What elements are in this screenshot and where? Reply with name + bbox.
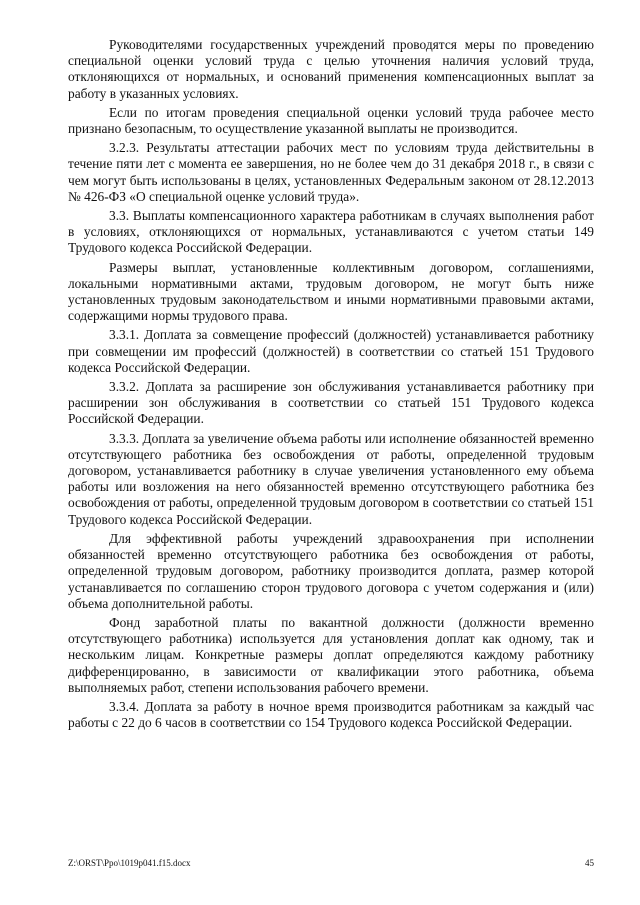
footer-page-number: 45	[585, 858, 594, 868]
paragraph-vacancy-fund: Фонд заработной платы по вакантной должности (должности временно отсутствующего работника) используется для установления доплат как одному, так и нескольким лицам. Конкретные размеры доплат определяются каждому работнику дифференцированно, в зависимости от квалификации этого работника, объема выполняемых работ, степени использования рабочего времени.	[68, 614, 594, 695]
paragraph-3-3: 3.3. Выплаты компенсационного характера работникам в случаях выполнения работ в условиях, отклоняющихся от нормальных, устанавливаются с учетом статьи 149 Трудового кодекса Российской Федерации.	[68, 208, 594, 256]
paragraph-safe-workplace: Если по итогам проведения специальной оценки условий труда рабочее место признано безопасным, то осуществление указанной выплаты не производится.	[68, 104, 594, 137]
paragraph-special-assessment-measures: Руководителями государственных учреждений проводятся меры по проведению специальной оценки условий труда с целью уточнения наличия условий труда, отклоняющихся от нормальных, и оснований применения компенсационных выплат за работу в указанных условиях.	[68, 37, 594, 101]
paragraph-3-3-2: 3.3.2. Доплата за расширение зон обслуживания устанавливается работнику при расширении зон обслуживания в соответствии со статьей 151 Трудового кодекса Российской Федерации.	[68, 379, 594, 427]
paragraph-3-2-3: 3.2.3. Результаты аттестации рабочих мест по условиям труда действительны в течение пяти лет с момента ее завершения, но не более чем до 31 декабря 2018 г., в связи с чем могут быть использованы в целях, установленных Федеральным законом от 28.12.2013 № 426-ФЗ «О специальной оценке условий труда».	[68, 140, 594, 204]
paragraph-payment-sizes: Размеры выплат, установленные коллективным договором, соглашениями, локальными нормативными актами, трудовым договором, не могут быть ниже установленных трудовым законодательством и иными нормативными правовыми актами, содержащими нормы трудового права.	[68, 259, 594, 324]
document-body	[68, 37, 594, 731]
paragraph-3-3-3: 3.3.3. Доплата за увеличение объема работы или исполнение обязанностей временно отсутствующего работника без освобождения от работы, определенной трудовым договором, устанавливается работнику в случае увеличения установленного ему объема работы или возложения на него обязанностей временно отсутствующего работника без освобождения от работы, определенной трудовым договором в соответствии со статьей 151 Трудового кодекса Российской Федерации.	[68, 430, 594, 527]
paragraph-3-3-4: 3.3.4. Доплата за работу в ночное время производится работникам за каждый час работы с 22 до 6 часов в соответствии со 154 Трудового кодекса Российской Федерации.	[68, 698, 594, 731]
paragraph-healthcare-efficiency: Для эффективной работы учреждений здравоохранения при исполнении обязанностей временно отсутствующего работника без освобождения от работы, определенной трудовым договором, работнику производится доплата, размер которой устанавливается по соглашению сторон трудового договора с учетом содержания и (или) объема дополнительной работы.	[68, 530, 594, 611]
paragraph-3-3-1: 3.3.1. Доплата за совмещение профессий (должностей) устанавливается работнику при совмещении им профессий (должностей) в соответствии со статьей 151 Трудового кодекса Российской Федерации.	[68, 327, 594, 375]
page-footer	[68, 857, 594, 871]
footer-file-path: Z:\ORST\Ppo\1019p041.f15.docx	[68, 858, 191, 868]
